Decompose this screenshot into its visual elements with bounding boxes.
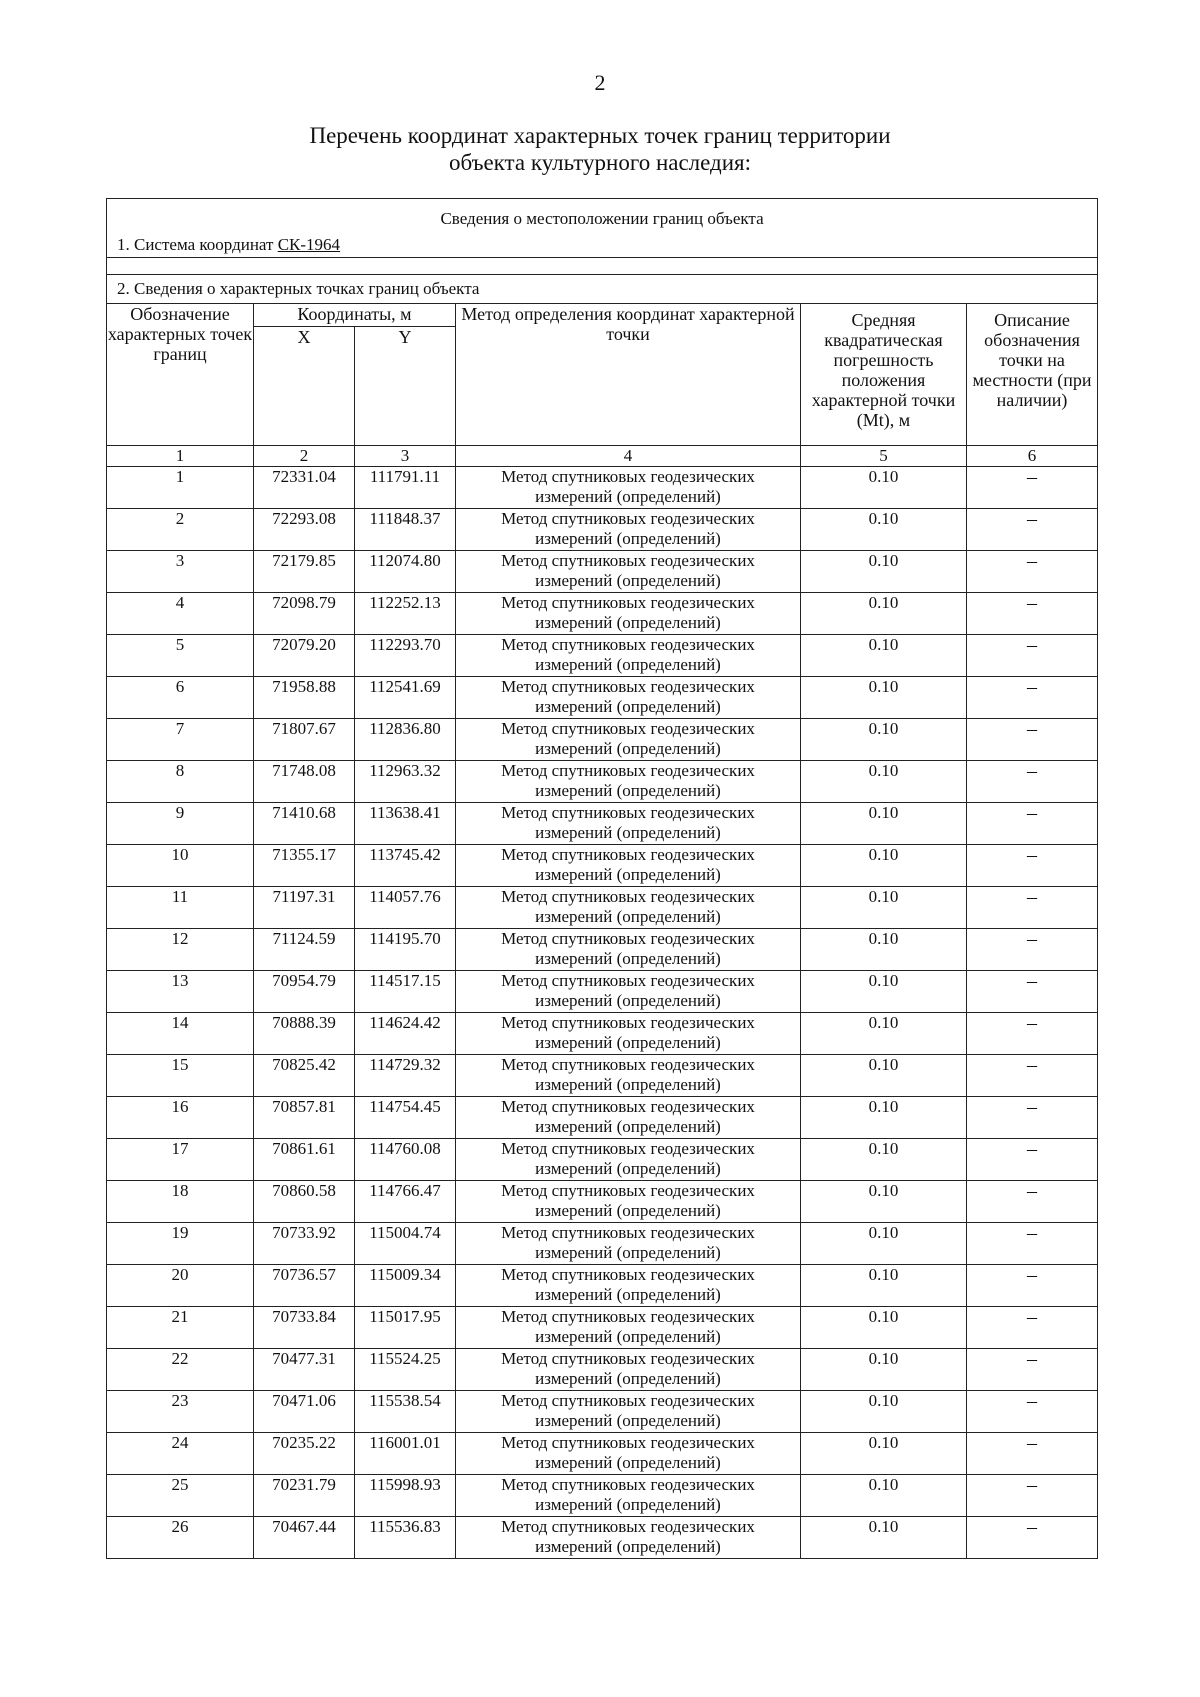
description-cell: – <box>967 761 1098 803</box>
method-line-1: Метод спутниковых геодезических <box>501 971 755 990</box>
description-cell: – <box>967 1097 1098 1139</box>
method-line-2: измерений (определений) <box>535 1243 721 1262</box>
table-row <box>107 719 1098 761</box>
section-title: Сведения о местоположении границ объекта <box>107 199 1098 236</box>
y-coordinate-cell: 112074.80 <box>355 551 456 593</box>
method-line-2: измерений (определений) <box>535 865 721 884</box>
x-coordinate-cell: 70861.61 <box>254 1139 355 1181</box>
x-coordinate-cell: 71124.59 <box>254 929 355 971</box>
description-cell: – <box>967 719 1098 761</box>
title-line-1: Перечень координат характерных точек границ территории <box>309 123 891 148</box>
method-line-1: Метод спутниковых геодезических <box>501 719 755 738</box>
point-number-cell: 5 <box>107 635 254 677</box>
method-line-2: измерений (определений) <box>535 1201 721 1220</box>
table-row <box>107 1181 1098 1223</box>
description-cell: – <box>967 1181 1098 1223</box>
error-cell: 0.10 <box>801 1475 967 1517</box>
method-line-1: Метод спутниковых геодезических <box>501 1349 755 1368</box>
error-cell: 0.10 <box>801 551 967 593</box>
error-cell: 0.10 <box>801 1307 967 1349</box>
y-coordinate-cell: 116001.01 <box>355 1433 456 1475</box>
method-cell <box>456 1475 801 1517</box>
x-coordinate-cell: 71748.08 <box>254 761 355 803</box>
method-line-2: измерений (определений) <box>535 487 721 506</box>
x-coordinate-cell: 70733.92 <box>254 1223 355 1265</box>
method-line-2: измерений (определений) <box>535 739 721 758</box>
error-cell: 0.10 <box>801 845 967 887</box>
header-description: Описание обозначения точки на местности (при наличии) <box>967 304 1098 446</box>
error-cell: 0.10 <box>801 1181 967 1223</box>
method-line-2: измерений (определений) <box>535 1159 721 1178</box>
error-cell: 0.10 <box>801 1223 967 1265</box>
method-line-2: измерений (определений) <box>535 1285 721 1304</box>
point-number-cell: 13 <box>107 971 254 1013</box>
method-line-2: измерений (определений) <box>535 949 721 968</box>
error-cell: 0.10 <box>801 929 967 971</box>
table-row <box>107 1139 1098 1181</box>
y-coordinate-cell: 115538.54 <box>355 1391 456 1433</box>
method-line-2: измерений (определений) <box>535 1453 721 1472</box>
y-coordinate-cell: 115004.74 <box>355 1223 456 1265</box>
method-cell <box>456 1223 801 1265</box>
header-y: Y <box>355 327 456 446</box>
table-row <box>107 635 1098 677</box>
error-cell: 0.10 <box>801 467 967 509</box>
description-cell: – <box>967 929 1098 971</box>
y-coordinate-cell: 112293.70 <box>355 635 456 677</box>
coordinates-table <box>106 198 1098 1559</box>
error-cell: 0.10 <box>801 1097 967 1139</box>
table-row <box>107 887 1098 929</box>
x-coordinate-cell: 70235.22 <box>254 1433 355 1475</box>
point-number-cell: 16 <box>107 1097 254 1139</box>
method-cell <box>456 1181 801 1223</box>
table-row <box>107 1307 1098 1349</box>
method-line-1: Метод спутниковых геодезических <box>501 1223 755 1242</box>
x-coordinate-cell: 70736.57 <box>254 1265 355 1307</box>
point-number-cell: 6 <box>107 677 254 719</box>
method-line-2: измерений (определений) <box>535 1537 721 1556</box>
y-coordinate-cell: 112541.69 <box>355 677 456 719</box>
x-coordinate-cell: 70860.58 <box>254 1181 355 1223</box>
x-coordinate-cell: 70467.44 <box>254 1517 355 1559</box>
points-section-label: 2. Сведения о характерных точках границ объекта <box>107 275 1098 304</box>
description-cell: – <box>967 887 1098 929</box>
error-cell: 0.10 <box>801 1055 967 1097</box>
error-cell: 0.10 <box>801 719 967 761</box>
table-row <box>107 1223 1098 1265</box>
table-row <box>107 761 1098 803</box>
method-line-2: измерений (определений) <box>535 1075 721 1094</box>
description-cell: – <box>967 1475 1098 1517</box>
coordinate-system-label: 1. Система координат <box>117 235 274 254</box>
description-cell: – <box>967 1349 1098 1391</box>
x-coordinate-cell: 72331.04 <box>254 467 355 509</box>
description-cell: – <box>967 971 1098 1013</box>
method-cell <box>456 1013 801 1055</box>
x-coordinate-cell: 72098.79 <box>254 593 355 635</box>
column-number-6: 6 <box>967 446 1098 467</box>
method-line-2: измерений (определений) <box>535 781 721 800</box>
y-coordinate-cell: 114195.70 <box>355 929 456 971</box>
method-line-1: Метод спутниковых геодезических <box>501 1181 755 1200</box>
coordinate-system <box>107 235 1098 258</box>
point-number-cell: 3 <box>107 551 254 593</box>
point-number-cell: 21 <box>107 1307 254 1349</box>
page-number: 2 <box>594 70 606 95</box>
method-cell <box>456 593 801 635</box>
point-number-cell: 4 <box>107 593 254 635</box>
x-coordinate-cell: 70954.79 <box>254 971 355 1013</box>
method-line-2: измерений (определений) <box>535 655 721 674</box>
description-cell: – <box>967 1013 1098 1055</box>
x-coordinate-cell: 71410.68 <box>254 803 355 845</box>
method-cell <box>456 929 801 971</box>
method-line-1: Метод спутниковых геодезических <box>501 1307 755 1326</box>
method-cell <box>456 467 801 509</box>
y-coordinate-cell: 114760.08 <box>355 1139 456 1181</box>
method-cell <box>456 635 801 677</box>
error-cell: 0.10 <box>801 635 967 677</box>
method-line-1: Метод спутниковых геодезических <box>501 803 755 822</box>
method-line-1: Метод спутниковых геодезических <box>501 635 755 654</box>
y-coordinate-cell: 112963.32 <box>355 761 456 803</box>
y-coordinate-cell: 115998.93 <box>355 1475 456 1517</box>
header-method: Метод определения координат характерной точки <box>456 304 801 446</box>
point-number-cell: 12 <box>107 929 254 971</box>
header-x: X <box>254 327 355 446</box>
description-cell: – <box>967 1055 1098 1097</box>
point-number-cell: 1 <box>107 467 254 509</box>
x-coordinate-cell: 72179.85 <box>254 551 355 593</box>
description-cell: – <box>967 677 1098 719</box>
document-title <box>0 122 1200 176</box>
point-number-cell: 7 <box>107 719 254 761</box>
error-cell: 0.10 <box>801 761 967 803</box>
x-coordinate-cell: 71355.17 <box>254 845 355 887</box>
method-line-1: Метод спутниковых геодезических <box>501 509 755 528</box>
table-row <box>107 1097 1098 1139</box>
x-coordinate-cell: 70471.06 <box>254 1391 355 1433</box>
point-number-cell: 24 <box>107 1433 254 1475</box>
method-line-1: Метод спутниковых геодезических <box>501 1055 755 1074</box>
y-coordinate-cell: 114754.45 <box>355 1097 456 1139</box>
method-cell <box>456 1139 801 1181</box>
method-line-1: Метод спутниковых геодезических <box>501 1475 755 1494</box>
y-coordinate-cell: 114057.76 <box>355 887 456 929</box>
error-cell: 0.10 <box>801 1265 967 1307</box>
method-line-1: Метод спутниковых геодезических <box>501 1265 755 1284</box>
y-coordinate-cell: 112252.13 <box>355 593 456 635</box>
method-cell <box>456 845 801 887</box>
error-cell: 0.10 <box>801 1433 967 1475</box>
method-cell <box>456 551 801 593</box>
y-coordinate-cell: 115017.95 <box>355 1307 456 1349</box>
y-coordinate-cell: 112836.80 <box>355 719 456 761</box>
table-row <box>107 1013 1098 1055</box>
description-cell: – <box>967 1391 1098 1433</box>
table-row <box>107 1517 1098 1559</box>
method-line-1: Метод спутниковых геодезических <box>501 845 755 864</box>
column-number-4: 4 <box>456 446 801 467</box>
method-cell <box>456 509 801 551</box>
method-cell <box>456 887 801 929</box>
description-cell: – <box>967 1223 1098 1265</box>
point-number-cell: 15 <box>107 1055 254 1097</box>
method-cell <box>456 1265 801 1307</box>
point-number-cell: 9 <box>107 803 254 845</box>
error-cell: 0.10 <box>801 677 967 719</box>
method-line-2: измерений (определений) <box>535 907 721 926</box>
error-cell: 0.10 <box>801 1139 967 1181</box>
method-cell <box>456 1307 801 1349</box>
error-cell: 0.10 <box>801 1517 967 1559</box>
y-coordinate-cell: 115536.83 <box>355 1517 456 1559</box>
method-line-1: Метод спутниковых геодезических <box>501 1433 755 1452</box>
method-line-2: измерений (определений) <box>535 697 721 716</box>
description-cell: – <box>967 1307 1098 1349</box>
header-designation: Обозначение характерных точек границ <box>107 304 254 446</box>
table-row <box>107 845 1098 887</box>
y-coordinate-cell: 115524.25 <box>355 1349 456 1391</box>
error-cell: 0.10 <box>801 593 967 635</box>
x-coordinate-cell: 70857.81 <box>254 1097 355 1139</box>
table-row <box>107 1055 1098 1097</box>
y-coordinate-cell: 114624.42 <box>355 1013 456 1055</box>
point-number-cell: 10 <box>107 845 254 887</box>
method-line-1: Метод спутниковых геодезических <box>501 551 755 570</box>
x-coordinate-cell: 70733.84 <box>254 1307 355 1349</box>
method-line-2: измерений (определений) <box>535 1369 721 1388</box>
table-row <box>107 1265 1098 1307</box>
method-line-1: Метод спутниковых геодезических <box>501 1391 755 1410</box>
table-row <box>107 551 1098 593</box>
table-row <box>107 1349 1098 1391</box>
method-cell <box>456 677 801 719</box>
point-number-cell: 2 <box>107 509 254 551</box>
method-line-2: измерений (определений) <box>535 529 721 548</box>
method-line-1: Метод спутниковых геодезических <box>501 1097 755 1116</box>
method-cell <box>456 1349 801 1391</box>
table-row <box>107 509 1098 551</box>
description-cell: – <box>967 845 1098 887</box>
header-coordinates: Координаты, м <box>254 304 456 327</box>
column-number-5: 5 <box>801 446 967 467</box>
method-cell <box>456 761 801 803</box>
y-coordinate-cell: 115009.34 <box>355 1265 456 1307</box>
table-row <box>107 677 1098 719</box>
method-line-1: Метод спутниковых геодезических <box>501 677 755 696</box>
y-coordinate-cell: 111791.11 <box>355 467 456 509</box>
error-cell: 0.10 <box>801 1391 967 1433</box>
y-coordinate-cell: 113638.41 <box>355 803 456 845</box>
y-coordinate-cell: 114729.32 <box>355 1055 456 1097</box>
point-number-cell: 14 <box>107 1013 254 1055</box>
table-row <box>107 1433 1098 1475</box>
x-coordinate-cell: 70231.79 <box>254 1475 355 1517</box>
y-coordinate-cell: 114517.15 <box>355 971 456 1013</box>
method-cell <box>456 1055 801 1097</box>
point-number-cell: 17 <box>107 1139 254 1181</box>
point-number-cell: 11 <box>107 887 254 929</box>
method-line-1: Метод спутниковых геодезических <box>501 887 755 906</box>
method-cell <box>456 971 801 1013</box>
method-cell <box>456 1517 801 1559</box>
description-cell: – <box>967 1433 1098 1475</box>
error-cell: 0.10 <box>801 803 967 845</box>
y-coordinate-cell: 111848.37 <box>355 509 456 551</box>
description-cell: – <box>967 509 1098 551</box>
method-line-1: Метод спутниковых геодезических <box>501 1139 755 1158</box>
method-cell <box>456 719 801 761</box>
title-line-2: объекта культурного наследия: <box>448 150 752 175</box>
method-line-2: измерений (определений) <box>535 1033 721 1052</box>
method-line-1: Метод спутниковых геодезических <box>501 1013 755 1032</box>
table-row <box>107 593 1098 635</box>
column-number-1: 1 <box>107 446 254 467</box>
point-number-cell: 22 <box>107 1349 254 1391</box>
x-coordinate-cell: 71807.67 <box>254 719 355 761</box>
method-line-1: Метод спутниковых геодезических <box>501 929 755 948</box>
x-coordinate-cell: 72079.20 <box>254 635 355 677</box>
method-cell <box>456 1391 801 1433</box>
description-cell: – <box>967 635 1098 677</box>
table-row <box>107 971 1098 1013</box>
method-cell <box>456 1433 801 1475</box>
method-line-1: Метод спутниковых геодезических <box>501 761 755 780</box>
error-cell: 0.10 <box>801 887 967 929</box>
error-cell: 0.10 <box>801 1013 967 1055</box>
method-line-2: измерений (определений) <box>535 1495 721 1514</box>
method-line-2: измерений (определений) <box>535 1327 721 1346</box>
method-line-2: измерений (определений) <box>535 823 721 842</box>
description-cell: – <box>967 1139 1098 1181</box>
method-line-2: измерений (определений) <box>535 1117 721 1136</box>
x-coordinate-cell: 70477.31 <box>254 1349 355 1391</box>
description-cell: – <box>967 1265 1098 1307</box>
x-coordinate-cell: 70888.39 <box>254 1013 355 1055</box>
coordinate-system-value: СК-1964 <box>277 235 341 254</box>
point-number-cell: 26 <box>107 1517 254 1559</box>
x-coordinate-cell: 71197.31 <box>254 887 355 929</box>
point-number-cell: 19 <box>107 1223 254 1265</box>
method-line-2: измерений (определений) <box>535 991 721 1010</box>
point-number-cell: 18 <box>107 1181 254 1223</box>
point-number-cell: 23 <box>107 1391 254 1433</box>
x-coordinate-cell: 71958.88 <box>254 677 355 719</box>
error-cell: 0.10 <box>801 1349 967 1391</box>
table-row <box>107 803 1098 845</box>
table-row <box>107 1391 1098 1433</box>
x-coordinate-cell: 72293.08 <box>254 509 355 551</box>
method-line-2: измерений (определений) <box>535 1411 721 1430</box>
method-line-2: измерений (определений) <box>535 613 721 632</box>
description-cell: – <box>967 551 1098 593</box>
point-number-cell: 20 <box>107 1265 254 1307</box>
y-coordinate-cell: 114766.47 <box>355 1181 456 1223</box>
method-line-1: Метод спутниковых геодезических <box>501 1517 755 1536</box>
description-cell: – <box>967 1517 1098 1559</box>
y-coordinate-cell: 113745.42 <box>355 845 456 887</box>
method-cell <box>456 803 801 845</box>
table-row <box>107 929 1098 971</box>
spacer-row <box>107 258 1098 275</box>
column-number-2: 2 <box>254 446 355 467</box>
method-line-1: Метод спутниковых геодезических <box>501 467 755 486</box>
x-coordinate-cell: 70825.42 <box>254 1055 355 1097</box>
description-cell: – <box>967 593 1098 635</box>
error-cell: 0.10 <box>801 971 967 1013</box>
point-number-cell: 25 <box>107 1475 254 1517</box>
table-row <box>107 467 1098 509</box>
table-row <box>107 1475 1098 1517</box>
header-error: Средняя квадратическая погрешность положения характерной точки (Mt), м <box>801 304 967 446</box>
column-number-3: 3 <box>355 446 456 467</box>
error-cell: 0.10 <box>801 509 967 551</box>
description-cell: – <box>967 803 1098 845</box>
point-number-cell: 8 <box>107 761 254 803</box>
method-line-2: измерений (определений) <box>535 571 721 590</box>
method-line-1: Метод спутниковых геодезических <box>501 593 755 612</box>
method-cell <box>456 1097 801 1139</box>
description-cell: – <box>967 467 1098 509</box>
